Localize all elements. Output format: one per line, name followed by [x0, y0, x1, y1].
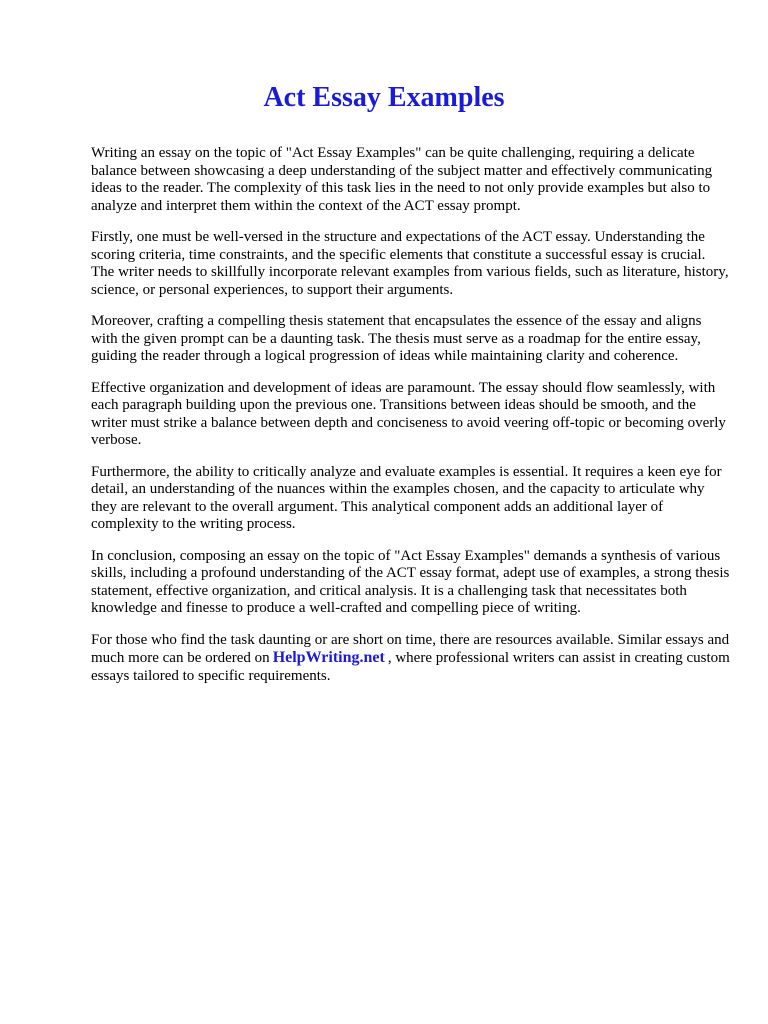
- paragraph-thesis: Moreover, crafting a compelling thesis statement that encapsulates the essence of the essay and aligns with the given prompt can be a daunting task. The thesis must serve as a roadmap for the entire essay, guiding the reader through a logical progression of ideas while maintaining clarity and coherence.: [91, 313, 702, 364]
- paragraph-organization: Effective organization and development of ideas are paramount. The essay should flow seamlessly, with each paragraph building upon the previous one. Transitions between ideas should be smooth, and the writer must strike a balance between depth and conciseness to avoid veering off-topic or becoming overly verbose.: [91, 379, 726, 448]
- paragraph-analysis: Furthermore, the ability to critically analyze and evaluate examples is essential. It requires a keen eye for detail, an understanding of the nuances within the examples chosen, and the capacity to articulate why they are relevant to the overall argument. This analytical component adds an additional layer of complexity to the writing process.: [91, 463, 722, 532]
- page-title: Act Essay Examples: [263, 82, 505, 113]
- essay-body: [91, 145, 731, 699]
- paragraph-resources: [91, 632, 731, 686]
- paragraph-conclusion: In conclusion, composing an essay on the topic of "Act Essay Examples" demands a synthesis of various skills, including a profound understanding of the ACT essay format, adept use of examples, a strong thesis statement, effective organization, and critical analysis. It is a challenging task that necessitates both knowledge and finesse to produce a well-crafted and compelling piece of writing.: [91, 547, 730, 616]
- paragraph-intro: Writing an essay on the topic of "Act Essay Examples" can be quite challenging, requiring a delicate balance between showcasing a deep understanding of the subject matter and effectively communicating ideas to the reader. The complexity of this task lies in the need to not only provide examples but also to analyze and interpret them within the context of the ACT essay prompt.: [91, 145, 713, 214]
- helpwriting-link[interactable]: HelpWriting.net: [272, 649, 385, 666]
- paragraph-structure: Firstly, one must be well-versed in the structure and expectations of the ACT essay. Understanding the scoring criteria, time constraints, and the specific elements that constitute a successful essay is crucial. The writer needs to skillfully incorporate relevant examples from various fields, such as literature, history, science, or personal experiences, to support their arguments.: [91, 229, 729, 298]
- resources-text-after-link: , where professional writers can assist in creating custom essays tailored to specific requirements.: [91, 650, 730, 684]
- resources-text-before-link: For those who find the task daunting or are short on time, there are resources available. Similar essays and much more can be ordered on: [91, 631, 730, 666]
